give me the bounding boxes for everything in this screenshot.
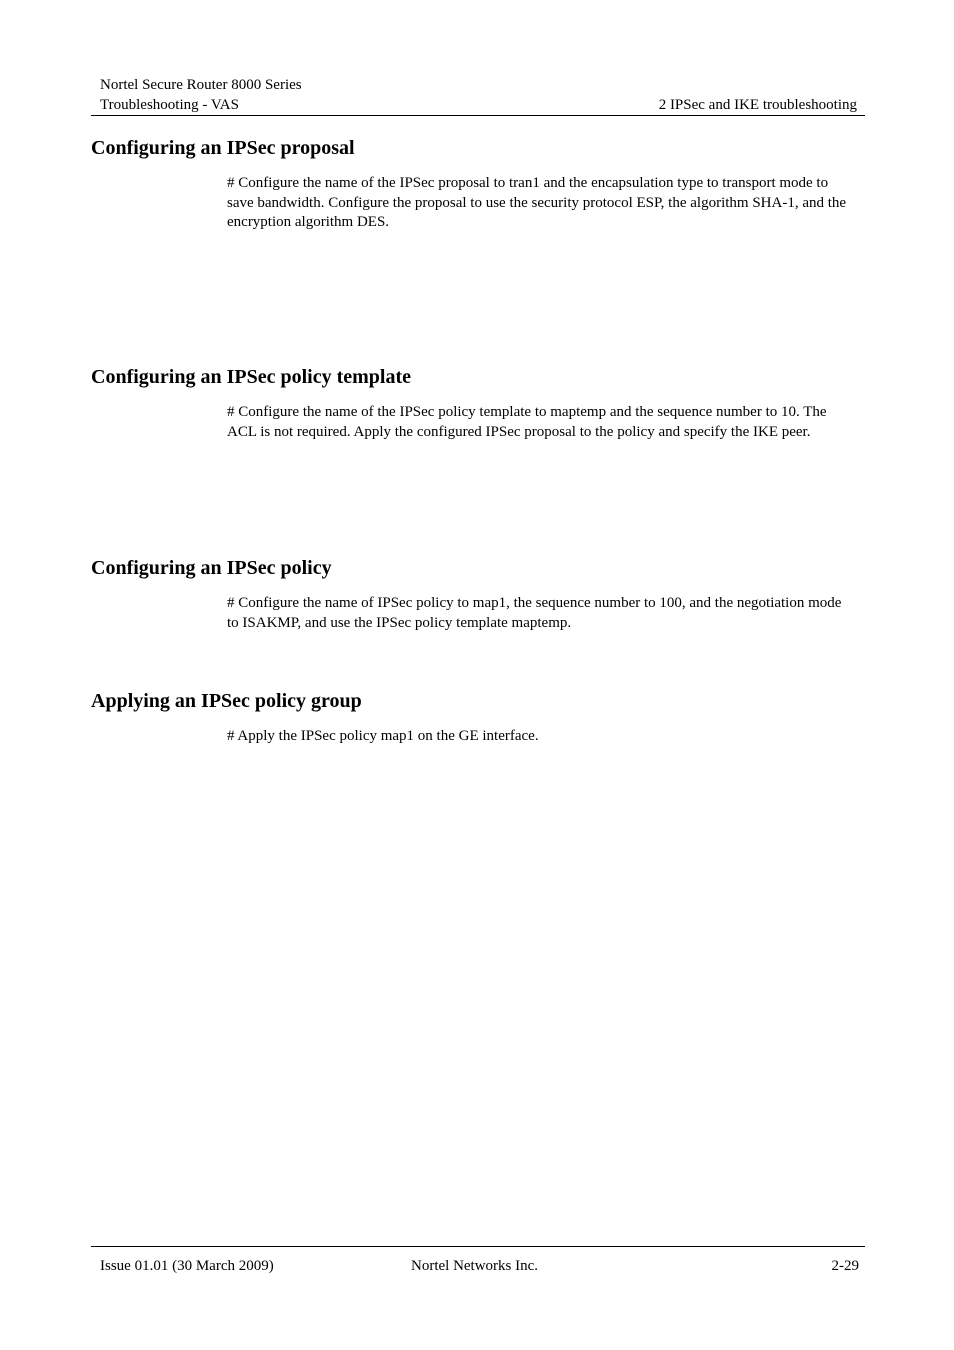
header-chapter: 2 IPSec and IKE troubleshooting <box>658 97 857 113</box>
section-title-ipsec-policy: Configuring an IPSec policy <box>91 557 332 579</box>
header-guide: Troubleshooting - VAS <box>100 97 239 113</box>
section-title-ipsec-proposal: Configuring an IPSec proposal <box>91 137 355 159</box>
section-body-ipsec-proposal: # Configure the name of the IPSec proposal to tran1 and the encapsulation type to transport mode to save bandwidth. Configure the proposal to use the security protocol ESP, the algorithm SHA-1, and the encryption algorithm DES. <box>227 175 847 230</box>
page-footer <box>91 1246 865 1287</box>
section-body-ipsec-policy: # Configure the name of IPSec policy to map1, the sequence number to 100, and the negotiation mode to ISAKMP, and use the IPSec policy template maptemp. <box>227 595 842 631</box>
section-body-ipsec-policy-template: # Configure the name of the IPSec policy template to maptemp and the sequence number to 10. The ACL is not required. Apply the configured IPSec proposal to the policy and specify the IKE peer. <box>227 404 827 440</box>
header-product: Nortel Secure Router 8000 Series <box>100 77 302 93</box>
section-title-ipsec-policy-template: Configuring an IPSec policy template <box>91 366 411 388</box>
section-title-ipsec-policy-group: Applying an IPSec policy group <box>91 690 362 712</box>
section-body-ipsec-policy-group: # Apply the IPSec policy map1 on the GE interface. <box>227 728 539 744</box>
footer-company: Nortel Networks Inc. <box>411 1258 539 1274</box>
footer-page-number: 2-29 <box>831 1258 859 1274</box>
footer-issue: Issue 01.01 (30 March 2009) <box>100 1258 274 1274</box>
page-header <box>91 75 865 116</box>
